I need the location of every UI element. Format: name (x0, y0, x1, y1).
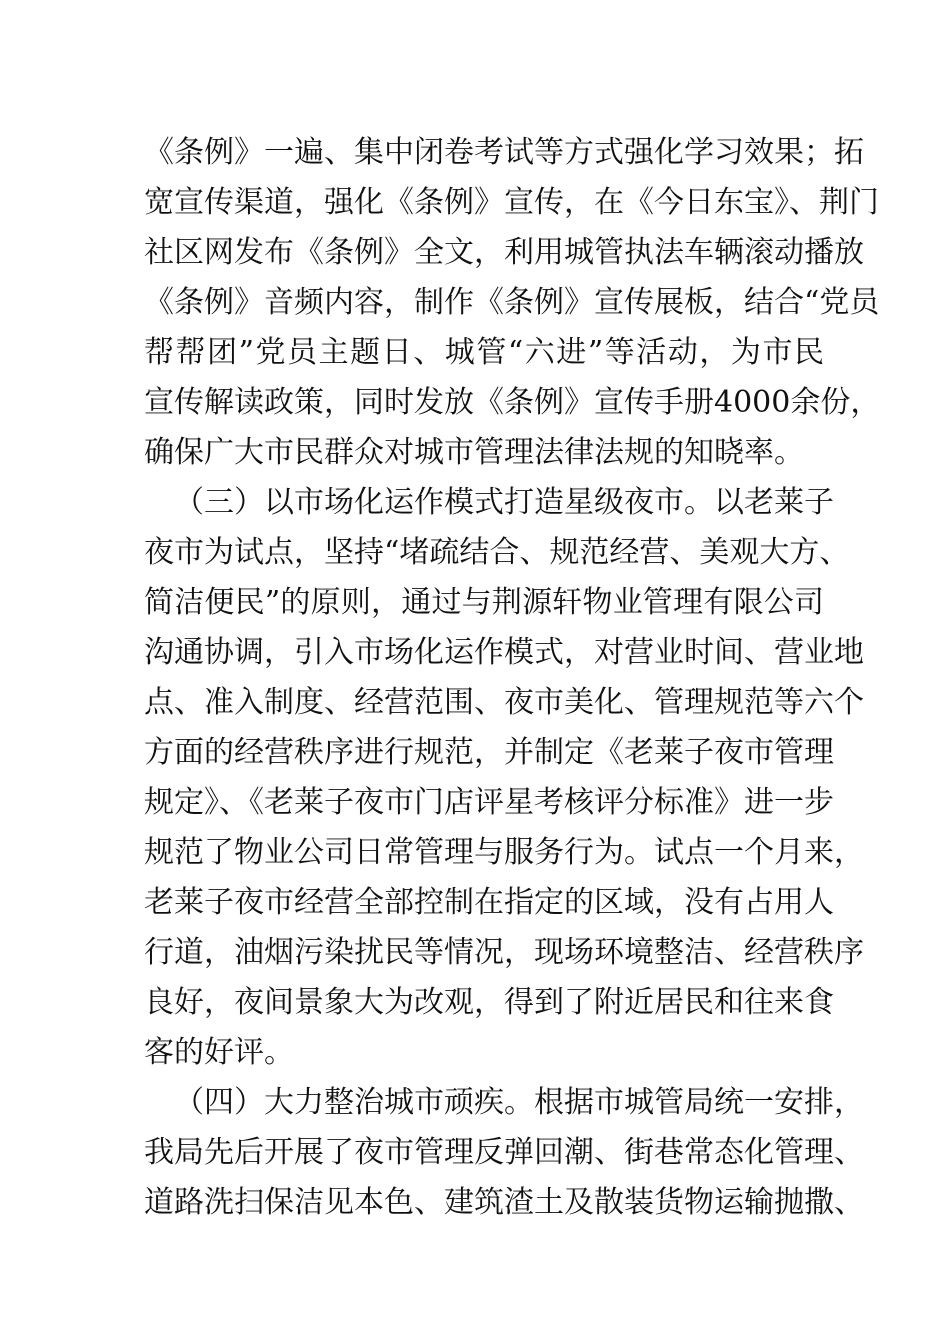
text-line: 道路洗扫保洁见本色、建筑渣土及散装货物运输抛撒、 (144, 1185, 864, 1220)
text-line: 我局先后开展了夜市管理反弹回潮、街巷常态化管理、 (144, 1135, 864, 1170)
text-line: 行道，油烟污染扰民等情况，现场环境整洁、经营秩序 (144, 935, 864, 970)
text-line: 点、准入制度、经营范围、夜市美化、管理规范等六个 (144, 685, 864, 720)
text-line: 宽宣传渠道，强化《条例》宣传，在《今日东宝》、荆门 (144, 185, 879, 220)
section-heading-line: （四）大力整治城市顽疾。根据市城管局统一安排， (174, 1085, 864, 1120)
text-line: 确保广大市民群众对城市管理法律法规的知晓率。 (144, 435, 804, 470)
text-line: 老莱子夜市经营全部控制在指定的区域，没有占用人 (144, 885, 834, 920)
document-body (144, 128, 881, 1228)
text-line: 规定》、《老莱子夜市门店评星考核评分标准》进一步 (144, 785, 834, 820)
text-line: 客的好评。 (144, 1035, 294, 1070)
text-line: 社区网发布《条例》全文，利用城管执法车辆滚动播放 (144, 235, 864, 270)
text-line: 《条例》音频内容，制作《条例》宣传展板，结合“党员 (144, 285, 880, 320)
text-line: 简洁便民”的原则，通过与荆源轩物业管理有限公司 (144, 585, 824, 620)
text-line: 良好，夜间景象大为改观，得到了附近居民和往来食 (144, 985, 834, 1020)
section-heading-line: （三）以市场化运作模式打造星级夜市。以老莱子 (174, 485, 834, 520)
text-line: 夜市为试点，坚持“堵疏结合、规范经营、美观大方、 (144, 535, 850, 570)
text-line: 宣传解读政策，同时发放《条例》宣传手册4000余份， (144, 385, 881, 420)
text-line: 帮帮团”党员主题日、城管“六进”等活动，为市民 (144, 335, 824, 370)
text-line: 方面的经营秩序进行规范，并制定《老莱子夜市管理 (144, 735, 834, 770)
text-line: 规范了物业公司日常管理与服务行为。试点一个月来， (144, 835, 864, 870)
text-line: 沟通协调，引入市场化运作模式，对营业时间、营业地 (144, 635, 864, 670)
text-line: 《条例》一遍、集中闭卷考试等方式强化学习效果；拓 (144, 135, 864, 170)
